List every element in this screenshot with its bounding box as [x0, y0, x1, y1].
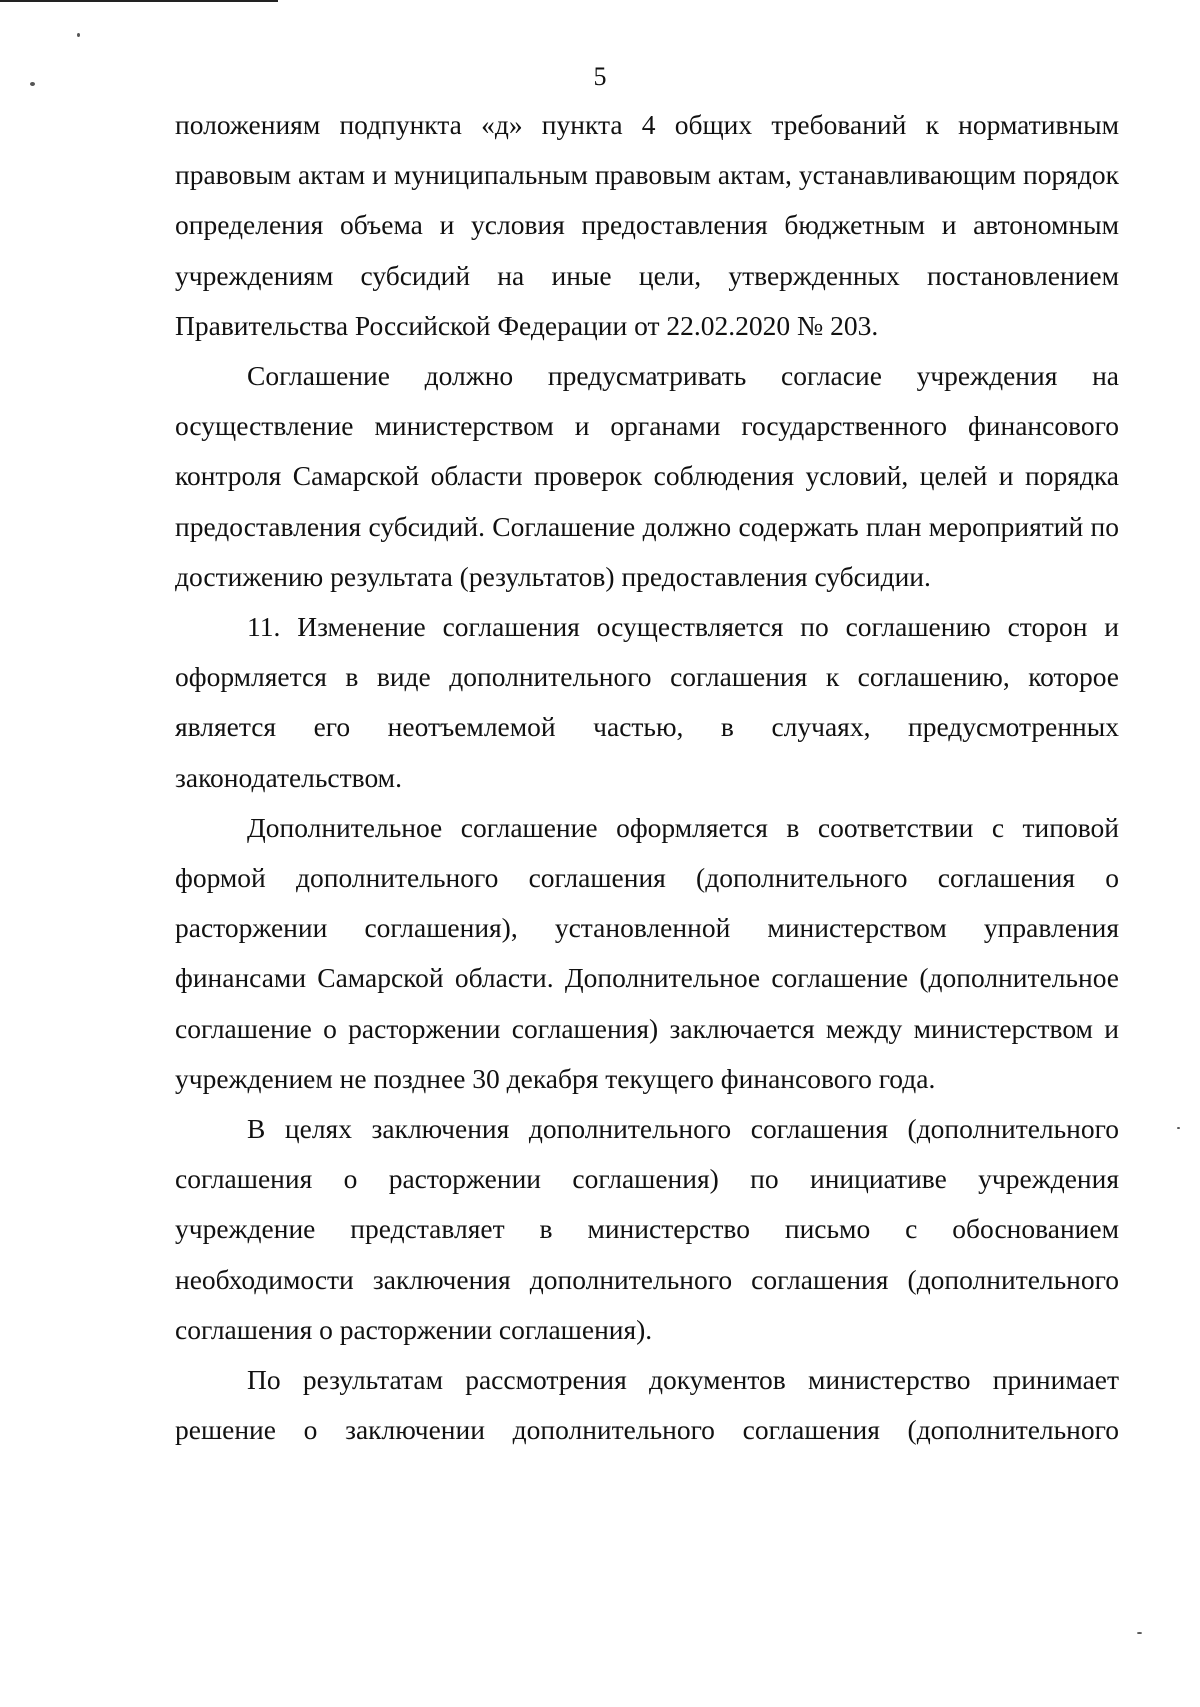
paragraph-5: В целях заключения дополнительного соглашения (дополнительного соглашения о расторжении соглашения) по инициативе учреждения учреждение представляет в министерство письмо с обоснованием необходимости заключения дополнительного соглашения (дополнительного соглашения о расторжении соглашения). [175, 1113, 1119, 1345]
document-body [175, 100, 1119, 1455]
paragraph-4: Дополнительное соглашение оформляется в соответствии с типовой формой дополнительного соглашения (дополнительного соглашения о расторжении соглашения), установленной министерством управления финансами Самарской области. Дополнительное соглашение (дополнительное соглашение о расторжении соглашения) заключается между министерством и учреждением не позднее 30 декабря текущего финансового года. [175, 811, 1119, 1094]
scan-speck [1137, 1632, 1142, 1634]
scan-speck [77, 33, 80, 37]
paragraph-6: По результатам рассмотрения документов министерство принимает решение о заключении дополнительного соглашения (дополнительного [175, 1364, 1119, 1446]
page-number: 5 [593, 62, 607, 91]
paragraph-2: Соглашение должно предусматривать согласие учреждения на осуществление министерством и органами государственного финансового контроля Самарской области проверок соблюдения условий, целей и порядка предоставления субсидий. Соглашение должно содержать план мероприятий по достижению результата (результатов) предоставления субсидии. [175, 360, 1119, 592]
scan-edge-line [0, 0, 278, 2]
paragraph-3: 11. Изменение соглашения осуществляется по соглашению сторон и оформляется в виде дополнительного соглашения к соглашению, которое является его неотъемлемой частью, в случаях, предусмотренных законодательством. [175, 611, 1119, 793]
paragraph-1: положениям подпункта «д» пункта 4 общих требований к нормативным правовым актам и муниципальным правовым актам, устанавливающим порядок определения объема и условия предоставления бюджетным и автономным учреждениям субсидий на иные цели, утвержденных постановлением Правительства Российской Федерации от 22.02.2020 № 203. [175, 109, 1119, 341]
scan-speck [1177, 1127, 1180, 1129]
